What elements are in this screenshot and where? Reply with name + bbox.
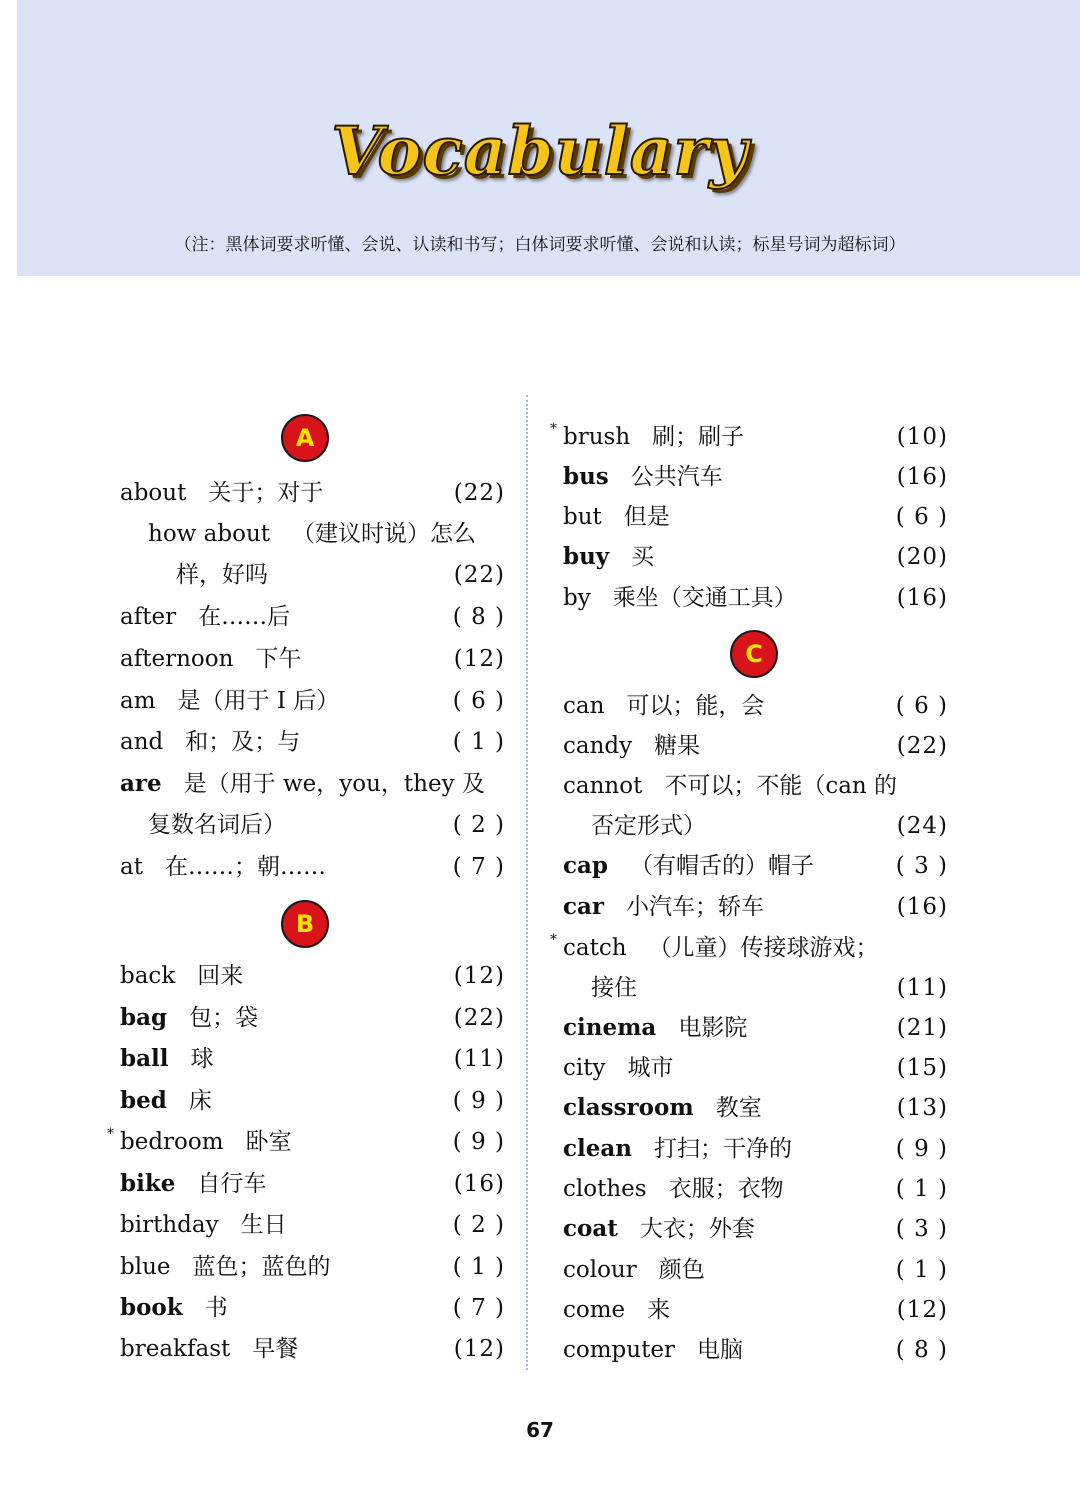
word: colour bbox=[563, 1257, 637, 1283]
vocab-row bbox=[120, 1205, 505, 1245]
unit-number: (11) bbox=[453, 1046, 505, 1072]
word: afternoon bbox=[120, 646, 234, 672]
meaning: 来 bbox=[647, 1297, 671, 1323]
meaning: 自行车 bbox=[197, 1171, 267, 1197]
unit-number: ( 1 ) bbox=[895, 1176, 948, 1202]
vocab-row bbox=[120, 1247, 505, 1287]
meaning: 包；袋 bbox=[189, 1005, 259, 1031]
meaning: （有帽舌的）帽子 bbox=[630, 853, 814, 879]
word: bike bbox=[120, 1170, 176, 1197]
word: are bbox=[120, 770, 162, 797]
meaning: 电脑 bbox=[696, 1337, 743, 1363]
vocab-row bbox=[120, 514, 505, 554]
word: bedroom bbox=[120, 1129, 224, 1155]
unit-number: (12) bbox=[896, 1297, 948, 1323]
unit-number: ( 8 ) bbox=[895, 1337, 948, 1363]
word: book bbox=[120, 1294, 183, 1321]
meaning: 糖果 bbox=[654, 733, 701, 759]
meaning: 打扫；干净的 bbox=[654, 1136, 792, 1162]
vocab-row-continuation bbox=[120, 555, 505, 595]
meaning: 是（用于 I 后） bbox=[177, 688, 340, 714]
vocab-row bbox=[563, 686, 948, 726]
unit-number: ( 7 ) bbox=[452, 1295, 505, 1321]
word: by bbox=[563, 585, 591, 611]
vocab-row bbox=[120, 1288, 505, 1328]
word: buy bbox=[563, 543, 610, 570]
unit-number: (11) bbox=[896, 975, 948, 1001]
word: come bbox=[563, 1297, 626, 1323]
vocab-row bbox=[120, 681, 505, 721]
meaning: 是（用于 we，you，they 及 bbox=[183, 771, 485, 797]
meaning: 衣服；衣物 bbox=[668, 1176, 784, 1202]
word: clothes bbox=[563, 1176, 647, 1202]
word: ball bbox=[120, 1045, 169, 1072]
vocab-row bbox=[563, 1209, 948, 1249]
word: birthday bbox=[120, 1212, 219, 1238]
word: candy bbox=[563, 733, 633, 759]
vocab-row bbox=[120, 639, 505, 679]
column-divider bbox=[526, 395, 528, 1370]
unit-number: ( 3 ) bbox=[895, 1216, 948, 1242]
meaning: 小汽车；轿车 bbox=[626, 894, 765, 920]
word: how about bbox=[148, 521, 270, 547]
section-badge-b: B bbox=[281, 900, 329, 948]
meaning: 下午 bbox=[255, 646, 302, 672]
vocab-row bbox=[563, 1048, 948, 1088]
vocab-row bbox=[563, 1008, 948, 1048]
star-mark: * bbox=[550, 932, 557, 948]
word: about bbox=[120, 480, 187, 506]
word: city bbox=[563, 1055, 606, 1081]
meaning: 在……；朝…… bbox=[164, 854, 326, 880]
vocab-row bbox=[120, 998, 505, 1038]
unit-number: (22) bbox=[896, 733, 948, 759]
vocab-row bbox=[120, 722, 505, 762]
vocab-row bbox=[563, 766, 948, 806]
meaning: 和；及；与 bbox=[185, 729, 301, 755]
vocab-row bbox=[563, 846, 948, 886]
vocab-row bbox=[563, 1290, 948, 1330]
vocab-row bbox=[563, 726, 948, 766]
meaning: 买 bbox=[631, 544, 655, 570]
meaning: 颜色 bbox=[658, 1257, 705, 1283]
meaning: 早餐 bbox=[252, 1336, 299, 1362]
section-badge-a: A bbox=[281, 414, 329, 462]
section-badge-c: C bbox=[730, 630, 778, 678]
vocab-row-continuation bbox=[120, 805, 505, 845]
unit-number: ( 1 ) bbox=[452, 1254, 505, 1280]
unit-number: (22) bbox=[453, 562, 505, 588]
vocab-row bbox=[563, 887, 948, 927]
meaning: 书 bbox=[204, 1295, 228, 1321]
unit-number: (12) bbox=[453, 963, 505, 989]
vocab-row bbox=[120, 597, 505, 637]
vocab-row bbox=[107, 1122, 505, 1162]
unit-number: ( 9 ) bbox=[452, 1129, 505, 1155]
unit-number: ( 9 ) bbox=[895, 1136, 948, 1162]
word: cap bbox=[563, 852, 608, 879]
vocab-row bbox=[120, 1329, 505, 1369]
unit-number: (16) bbox=[896, 894, 948, 920]
word: car bbox=[563, 893, 605, 920]
vocab-row-continuation bbox=[563, 968, 948, 1008]
meaning: 在……后 bbox=[198, 604, 291, 630]
vocab-row bbox=[120, 1081, 505, 1121]
word: catch bbox=[563, 935, 627, 961]
legend-note: （注：黑体词要求听懂、会说、认读和书写；白体词要求听懂、会说和认读；标星号词为超标词） bbox=[174, 235, 906, 255]
word: after bbox=[120, 604, 177, 630]
vocab-row bbox=[563, 1088, 948, 1128]
meaning: 可以；能，会 bbox=[626, 693, 765, 719]
vocab-row bbox=[120, 956, 505, 996]
meaning: 乘坐（交通工具） bbox=[612, 585, 797, 611]
unit-number: (21) bbox=[896, 1015, 948, 1041]
meaning: 不可以；不能（can 的 bbox=[664, 773, 898, 799]
unit-number: ( 6 ) bbox=[895, 693, 948, 719]
meaning: 公共汽车 bbox=[630, 464, 723, 490]
word: clean bbox=[563, 1135, 632, 1162]
vocab-row bbox=[563, 497, 948, 537]
meaning: 复数名词后） bbox=[148, 812, 286, 838]
unit-number: (16) bbox=[896, 464, 948, 490]
vocab-row bbox=[563, 537, 948, 577]
unit-number: (12) bbox=[453, 1336, 505, 1362]
meaning: 卧室 bbox=[245, 1129, 292, 1155]
unit-number: (24) bbox=[896, 813, 948, 839]
vocab-row bbox=[563, 1330, 948, 1370]
meaning: 否定形式） bbox=[591, 813, 706, 839]
word: computer bbox=[563, 1337, 675, 1363]
page-number: 67 bbox=[526, 1418, 554, 1442]
vocab-row bbox=[563, 1129, 948, 1169]
unit-number: ( 9 ) bbox=[452, 1088, 505, 1114]
star-mark: * bbox=[550, 421, 557, 437]
vocab-row bbox=[550, 417, 948, 457]
vocab-row bbox=[563, 457, 948, 497]
word: breakfast bbox=[120, 1336, 231, 1362]
meaning: 刷；刷子 bbox=[652, 424, 745, 450]
unit-number: (12) bbox=[453, 646, 505, 672]
unit-number: ( 1 ) bbox=[452, 729, 505, 755]
word: back bbox=[120, 963, 176, 989]
word: but bbox=[563, 504, 602, 530]
vocab-row-continuation bbox=[563, 806, 948, 846]
meaning: 电影院 bbox=[678, 1015, 748, 1041]
unit-number: ( 2 ) bbox=[452, 1212, 505, 1238]
unit-number: (16) bbox=[896, 585, 948, 611]
word: cannot bbox=[563, 773, 643, 799]
word: classroom bbox=[563, 1094, 694, 1121]
meaning: 但是 bbox=[623, 504, 670, 530]
meaning: 球 bbox=[190, 1046, 214, 1072]
unit-number: (22) bbox=[453, 480, 505, 506]
page-title: Vocabulary bbox=[331, 112, 749, 190]
word: am bbox=[120, 688, 156, 714]
word: can bbox=[563, 693, 605, 719]
meaning: 床 bbox=[188, 1088, 212, 1114]
word: at bbox=[120, 854, 143, 880]
vocab-row bbox=[550, 928, 948, 968]
word: bus bbox=[563, 463, 609, 490]
unit-number: ( 2 ) bbox=[452, 812, 505, 838]
meaning: 接住 bbox=[591, 975, 637, 1001]
meaning: 大衣；外套 bbox=[639, 1216, 755, 1242]
unit-number: ( 1 ) bbox=[895, 1257, 948, 1283]
meaning: （儿童）传接球游戏； bbox=[648, 935, 879, 961]
vocab-row bbox=[563, 1250, 948, 1290]
unit-number: ( 8 ) bbox=[452, 604, 505, 630]
vocab-row bbox=[120, 1164, 505, 1204]
word: coat bbox=[563, 1215, 618, 1242]
vocab-row bbox=[563, 1169, 948, 1209]
word: cinema bbox=[563, 1014, 657, 1041]
vocab-row bbox=[120, 764, 505, 804]
meaning: 生日 bbox=[240, 1212, 287, 1238]
unit-number: ( 3 ) bbox=[895, 853, 948, 879]
vocab-row bbox=[120, 847, 505, 887]
meaning: 样，好吗 bbox=[176, 562, 268, 588]
unit-number: (10) bbox=[896, 424, 948, 450]
unit-number: ( 6 ) bbox=[452, 688, 505, 714]
vocab-row bbox=[120, 1039, 505, 1079]
unit-number: ( 6 ) bbox=[895, 504, 948, 530]
unit-number: (16) bbox=[453, 1171, 505, 1197]
unit-number: (20) bbox=[896, 544, 948, 570]
meaning: 城市 bbox=[627, 1055, 674, 1081]
meaning: 关于；对于 bbox=[208, 480, 324, 506]
star-mark: * bbox=[107, 1126, 114, 1142]
unit-number: (15) bbox=[896, 1055, 948, 1081]
vocab-row bbox=[563, 578, 948, 618]
unit-number: (22) bbox=[453, 1005, 505, 1031]
word: bed bbox=[120, 1087, 167, 1114]
word: blue bbox=[120, 1254, 171, 1280]
meaning: 教室 bbox=[715, 1095, 762, 1121]
vocab-row bbox=[120, 473, 505, 513]
meaning: （建议时说）怎么 bbox=[292, 521, 476, 547]
word: and bbox=[120, 729, 164, 755]
unit-number: ( 7 ) bbox=[452, 854, 505, 880]
meaning: 蓝色；蓝色的 bbox=[192, 1254, 331, 1280]
unit-number: (13) bbox=[896, 1095, 948, 1121]
word: bag bbox=[120, 1004, 168, 1031]
meaning: 回来 bbox=[197, 963, 244, 989]
word: brush bbox=[563, 424, 631, 450]
